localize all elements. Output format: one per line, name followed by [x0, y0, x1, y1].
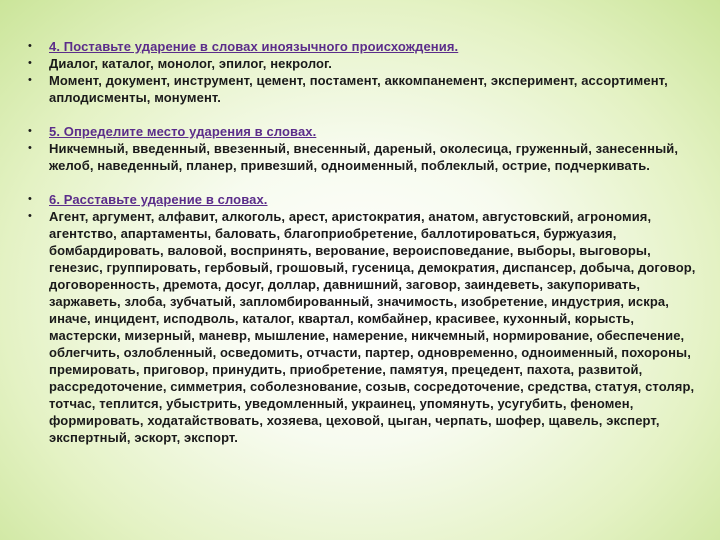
- bullet-icon: •: [28, 57, 32, 69]
- bullet-icon: •: [28, 74, 32, 86]
- section-6-item-1: [22, 208, 702, 446]
- bullet-icon: •: [28, 193, 32, 205]
- section-4-item-1-text: Диалог, каталог, монолог, эпилог, некролог.: [49, 56, 332, 71]
- section-4-item-1: [22, 55, 702, 72]
- section-4-item-2: [22, 72, 702, 106]
- section-6-heading: [22, 191, 702, 208]
- section-6-heading-text: 6. Расставьте ударение в словах.: [49, 192, 268, 207]
- section-4-heading-text: 4. Поставьте ударение в словах иноязычного происхождения.: [49, 39, 459, 54]
- section-4-heading: [22, 38, 702, 55]
- bullet-icon: •: [28, 125, 32, 137]
- section-5-item-1-text: Никчемный, введенный, ввезенный, внесенный, дареный, околесица, груженный, занесенный, желоб, наведенный, планер, привезший, одноименный, поблеклый, острие, подчеркивать.: [49, 141, 679, 173]
- section-4-item-2-text: Момент, документ, инструмент, цемент, постамент, аккомпанемент, эксперимент, ассортимент, аплодисменты, монумент.: [49, 73, 668, 105]
- section-5-heading: [22, 123, 702, 140]
- bullet-icon: •: [28, 142, 32, 154]
- bullet-icon: •: [28, 40, 32, 52]
- spacer: [22, 106, 702, 123]
- bullet-list: [22, 38, 702, 446]
- section-5-heading-text: 5. Определите место ударения в словах.: [49, 124, 317, 139]
- bullet-icon: •: [28, 210, 32, 222]
- section-6-item-1-text: Агент, аргумент, алфавит, алкоголь, арест, аристократия, анатом, августовский, агрономия, агентство, апартаменты, баловать, благоприобретение, баллотироваться, буржуазия, бомбардировать, валовой, воспринять, верование, вероисповедание, выборы, выговоры, генезис, группировать, гербовый, грошовый, гусеница, демократия, диспансер, добыча, договор, договоренность, дремота, досуг, доллар, давнишний, заговор, заиндеветь, закупоривать, заржаветь, злоба, зубчатый, запломбированный, значимость, изобретение, индустрия, искра, иначе, инцидент, исподволь, каталог, квартал, комбайнер, красивее, кухонный, корысть, мастерски, мизерный, маневр, мышление, намерение, никчемный, нормирование, обеспечение, облегчить, озлобленный, осведомить, отчасти, партер, одновременно, одноименный, похороны, премировать, приговор, принудить, приобретение, памятуя, прецедент, пахота, развитой, рассредоточение, симметрия, соболезнование, созыв, сосредоточение, средства, статуя, столяр, тотчас, теплится, убыстрить, уведомленный, украинец, упомянуть, усугубить, феномен, формировать, ходатайствовать, хозяева, цеховой, цыган, черпать, шофер, щавель, эксперт, экспертный, эскорт, экспорт.: [49, 209, 696, 445]
- spacer: [22, 174, 702, 191]
- section-5-item-1: [22, 140, 702, 174]
